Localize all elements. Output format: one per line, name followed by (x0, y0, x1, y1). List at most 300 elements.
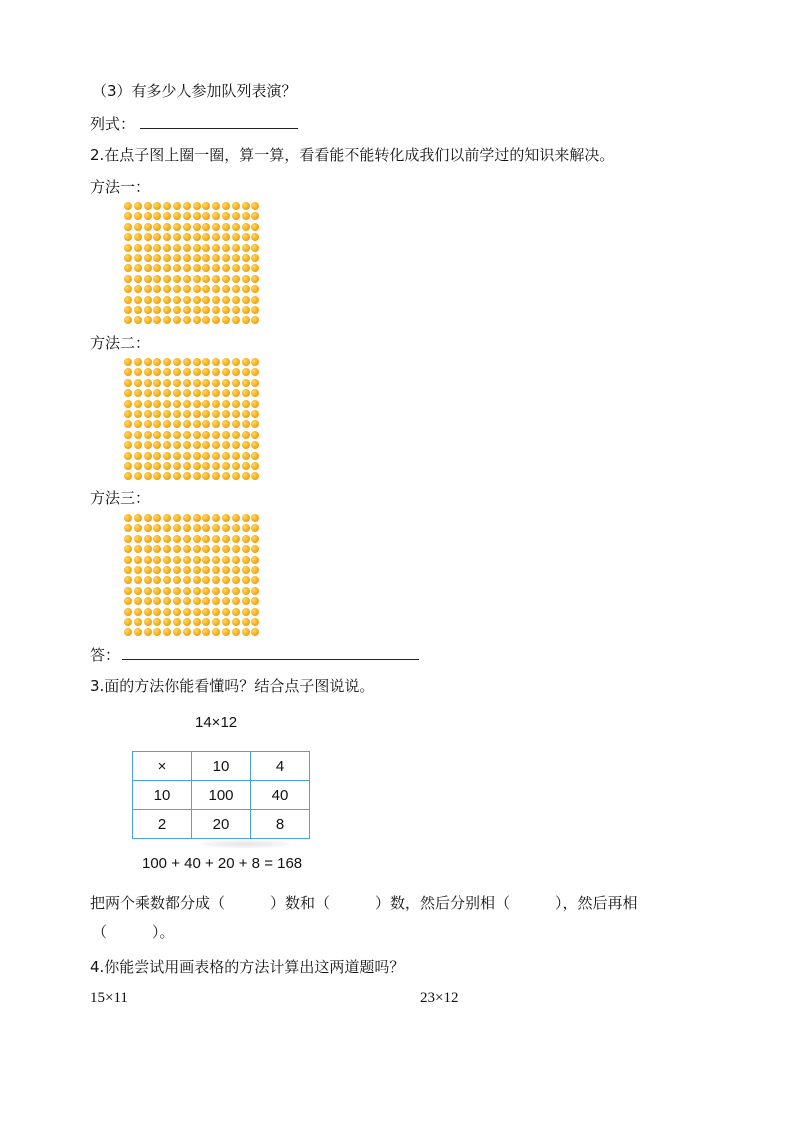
dot (134, 202, 142, 210)
dot (134, 556, 142, 564)
dot (251, 566, 259, 574)
dot (212, 202, 220, 210)
fill-blank-line-2: （ ）。 (92, 923, 175, 941)
dot (242, 410, 250, 418)
dot (251, 379, 259, 387)
dot (212, 389, 220, 397)
dot (144, 535, 152, 543)
dot (212, 358, 220, 366)
dot (124, 316, 132, 324)
dot (212, 306, 220, 314)
dot (251, 576, 259, 584)
dot (193, 244, 201, 252)
dot (242, 400, 250, 408)
dot (193, 264, 201, 272)
dot (251, 368, 259, 376)
dot (232, 576, 240, 584)
dot (212, 545, 220, 553)
dot (202, 462, 210, 470)
dot (163, 223, 171, 231)
dot (183, 628, 191, 636)
dot (242, 628, 250, 636)
dot (202, 379, 210, 387)
dot (251, 410, 259, 418)
dot (242, 254, 250, 262)
dot (242, 202, 250, 210)
q3b-prompt: 3.面的方法你能看懂吗？结合点子图说说。 (90, 677, 375, 695)
dot (232, 597, 240, 605)
dot (173, 597, 181, 605)
dot (144, 587, 152, 595)
dot (212, 410, 220, 418)
dot (183, 223, 191, 231)
dot (124, 389, 132, 397)
dot (212, 608, 220, 616)
dot (153, 306, 161, 314)
dot (153, 410, 161, 418)
dot (232, 452, 240, 460)
dot (163, 472, 171, 480)
dot (173, 535, 181, 543)
dot (144, 441, 152, 449)
dot (144, 389, 152, 397)
dot (212, 452, 220, 460)
dot (124, 368, 132, 376)
dot (124, 420, 132, 428)
dot (193, 628, 201, 636)
dot (183, 545, 191, 553)
multiplication-table (132, 751, 310, 839)
table-cell: 10 (192, 752, 251, 781)
dot (183, 535, 191, 543)
dot (124, 452, 132, 460)
dot (202, 400, 210, 408)
dot (193, 358, 201, 366)
dot (153, 535, 161, 543)
dot (134, 420, 142, 428)
dot (144, 316, 152, 324)
dot (163, 587, 171, 595)
dot (183, 587, 191, 595)
dot (163, 535, 171, 543)
dot (153, 431, 161, 439)
dot (251, 223, 259, 231)
dot (193, 316, 201, 324)
dot (232, 472, 240, 480)
dot (144, 233, 152, 241)
dot (212, 576, 220, 584)
dot (144, 400, 152, 408)
dot (163, 628, 171, 636)
fill-blank-line-1: 把两个乘数都分成（ ）数和（ ）数，然后分别相（ ），然后再相 (90, 894, 638, 912)
dot (232, 524, 240, 532)
dot (212, 431, 220, 439)
dot (193, 587, 201, 595)
dot (202, 254, 210, 262)
dot (163, 285, 171, 293)
dot (202, 514, 210, 522)
dot (144, 202, 152, 210)
q3-question: （3）有多少人参加队列表演？ (92, 82, 297, 100)
dot (232, 264, 240, 272)
dot (242, 264, 250, 272)
dot (173, 431, 181, 439)
dot (251, 420, 259, 428)
dot (173, 410, 181, 418)
dot (163, 212, 171, 220)
dot (242, 462, 250, 470)
dot (232, 462, 240, 470)
dot (202, 244, 210, 252)
dot (193, 306, 201, 314)
dot (144, 223, 152, 231)
dot (232, 223, 240, 231)
dot (124, 264, 132, 272)
q4-prompt: 4.你能尝试用画表格的方法计算出这两道题吗？ (90, 958, 405, 976)
table-cell: 10 (133, 781, 192, 810)
dot (251, 400, 259, 408)
dot (173, 400, 181, 408)
dot (163, 389, 171, 397)
dot (183, 410, 191, 418)
dot (163, 358, 171, 366)
dot (183, 441, 191, 449)
dot (163, 462, 171, 470)
dot (202, 368, 210, 376)
dot (222, 389, 230, 397)
dot (222, 379, 230, 387)
dot (222, 566, 230, 574)
dot (173, 576, 181, 584)
dot (251, 233, 259, 241)
dot (153, 514, 161, 522)
dot (251, 472, 259, 480)
dot (193, 566, 201, 574)
dot (144, 358, 152, 366)
dot (212, 618, 220, 626)
dot-grid-method-2[interactable] (124, 358, 260, 482)
dot (134, 566, 142, 574)
dot (202, 628, 210, 636)
dot (222, 514, 230, 522)
dot (202, 535, 210, 543)
dot (202, 556, 210, 564)
dot (193, 608, 201, 616)
dot (124, 524, 132, 532)
dot (144, 410, 152, 418)
dot (163, 379, 171, 387)
dot (251, 597, 259, 605)
dot (163, 545, 171, 553)
dot (232, 545, 240, 553)
dot (134, 597, 142, 605)
dot (193, 452, 201, 460)
dot (144, 420, 152, 428)
dot (134, 587, 142, 595)
answer-line[interactable] (122, 659, 419, 660)
dot (212, 597, 220, 605)
dot (202, 285, 210, 293)
dot (242, 566, 250, 574)
dot (144, 576, 152, 584)
dot (232, 212, 240, 220)
dot (124, 358, 132, 366)
dot (193, 379, 201, 387)
dot (144, 368, 152, 376)
dot (242, 296, 250, 304)
dot (222, 597, 230, 605)
dot (242, 597, 250, 605)
dot (124, 566, 132, 574)
dot (202, 223, 210, 231)
dot (173, 233, 181, 241)
dot (124, 410, 132, 418)
dot (134, 368, 142, 376)
dot (183, 576, 191, 584)
dot (124, 431, 132, 439)
dot (251, 285, 259, 293)
dot (183, 296, 191, 304)
dot (134, 316, 142, 324)
method-1-label: 方法一： (90, 178, 151, 196)
dot (134, 472, 142, 480)
dot (242, 576, 250, 584)
dot (124, 223, 132, 231)
dot (193, 368, 201, 376)
dot (183, 566, 191, 574)
dot (242, 472, 250, 480)
dot (144, 379, 152, 387)
table-cell: × (133, 752, 192, 781)
dot (222, 618, 230, 626)
dot (153, 628, 161, 636)
dot (153, 400, 161, 408)
dot (202, 410, 210, 418)
dot (163, 244, 171, 252)
dot (134, 233, 142, 241)
dot (232, 514, 240, 522)
dot (212, 472, 220, 480)
dot (124, 462, 132, 470)
dot (173, 212, 181, 220)
method-2-label: 方法二： (90, 334, 151, 352)
dot (251, 556, 259, 564)
dot (153, 202, 161, 210)
dot (134, 441, 142, 449)
dot (183, 244, 191, 252)
dot (163, 566, 171, 574)
dot (124, 556, 132, 564)
dot (134, 296, 142, 304)
dot (232, 254, 240, 262)
dot (193, 389, 201, 397)
dot (163, 420, 171, 428)
dot (134, 524, 142, 532)
dot (153, 618, 161, 626)
formula-label: 列式： (90, 115, 136, 133)
dot (242, 368, 250, 376)
dot (134, 244, 142, 252)
formula-answer-line[interactable] (140, 128, 298, 129)
dot (232, 618, 240, 626)
dot (144, 545, 152, 553)
dot (173, 556, 181, 564)
q2-prompt: 2.在点子图上圈一圈，算一算，看看能不能转化成我们以前学过的知识来解决。 (90, 146, 615, 164)
dot (153, 358, 161, 366)
dot (173, 462, 181, 470)
dot (183, 212, 191, 220)
dot (202, 389, 210, 397)
problem-23x12: 23×12 (420, 990, 459, 1006)
dot (202, 441, 210, 449)
dot (212, 264, 220, 272)
dot (124, 212, 132, 220)
dot (163, 202, 171, 210)
dot (193, 420, 201, 428)
dot (124, 244, 132, 252)
dot (202, 618, 210, 626)
dot (232, 202, 240, 210)
dot (222, 368, 230, 376)
dot (212, 524, 220, 532)
dot (232, 431, 240, 439)
dot (193, 275, 201, 283)
dot (153, 452, 161, 460)
dot (193, 472, 201, 480)
dot (222, 545, 230, 553)
dot (212, 514, 220, 522)
dot (251, 306, 259, 314)
dot (232, 410, 240, 418)
dot (242, 514, 250, 522)
dot (193, 441, 201, 449)
dot (212, 223, 220, 231)
dot (202, 275, 210, 283)
dot (144, 264, 152, 272)
dot (153, 556, 161, 564)
dot (173, 358, 181, 366)
dot (144, 608, 152, 616)
dot (242, 535, 250, 543)
dot (251, 264, 259, 272)
dot (134, 410, 142, 418)
dot (153, 233, 161, 241)
dot (163, 264, 171, 272)
dot (222, 524, 230, 532)
dot (153, 275, 161, 283)
dot (183, 420, 191, 428)
dot (242, 556, 250, 564)
dot (222, 254, 230, 262)
dot (124, 379, 132, 387)
dot (251, 514, 259, 522)
dot (242, 545, 250, 553)
dot (193, 431, 201, 439)
dot (232, 535, 240, 543)
dot (173, 587, 181, 595)
dot (144, 462, 152, 470)
dot (222, 202, 230, 210)
dot (124, 472, 132, 480)
dot (242, 244, 250, 252)
dot (153, 379, 161, 387)
dot (222, 306, 230, 314)
dot (144, 524, 152, 532)
dot (153, 566, 161, 574)
dot (173, 452, 181, 460)
dot (163, 368, 171, 376)
dot (202, 316, 210, 324)
dot (134, 628, 142, 636)
dot-grid-method-3[interactable] (124, 514, 260, 638)
dot (212, 296, 220, 304)
table-shadow (200, 840, 290, 848)
dot (183, 316, 191, 324)
dot (212, 462, 220, 470)
dot (251, 358, 259, 366)
dot (232, 296, 240, 304)
dot (232, 566, 240, 574)
dot (242, 306, 250, 314)
dot (144, 254, 152, 262)
dot (173, 472, 181, 480)
dot (134, 285, 142, 293)
dot (124, 618, 132, 626)
dot (232, 306, 240, 314)
dot (222, 358, 230, 366)
dot (124, 608, 132, 616)
dot (202, 597, 210, 605)
dot (153, 462, 161, 470)
dot (251, 275, 259, 283)
dot (251, 389, 259, 397)
dot (222, 244, 230, 252)
dot (183, 618, 191, 626)
dot (212, 535, 220, 543)
dot (163, 431, 171, 439)
dot (163, 306, 171, 314)
dot (251, 587, 259, 595)
dot (222, 441, 230, 449)
dot (163, 441, 171, 449)
dot (124, 545, 132, 553)
dot (124, 254, 132, 262)
dot (173, 254, 181, 262)
dot (212, 244, 220, 252)
dot (153, 368, 161, 376)
dot (251, 618, 259, 626)
table-row (133, 810, 310, 839)
dot (251, 202, 259, 210)
dot (251, 254, 259, 262)
dot (124, 597, 132, 605)
dot (193, 597, 201, 605)
dot (173, 223, 181, 231)
dot (232, 628, 240, 636)
dot (173, 285, 181, 293)
dot (232, 420, 240, 428)
dot (183, 233, 191, 241)
dot (163, 275, 171, 283)
dot (232, 400, 240, 408)
dot (134, 576, 142, 584)
dot (183, 379, 191, 387)
table-cell: 20 (192, 810, 251, 839)
dot (124, 576, 132, 584)
table-row (133, 752, 310, 781)
dot (163, 556, 171, 564)
dot-grid-method-1[interactable] (124, 202, 260, 326)
